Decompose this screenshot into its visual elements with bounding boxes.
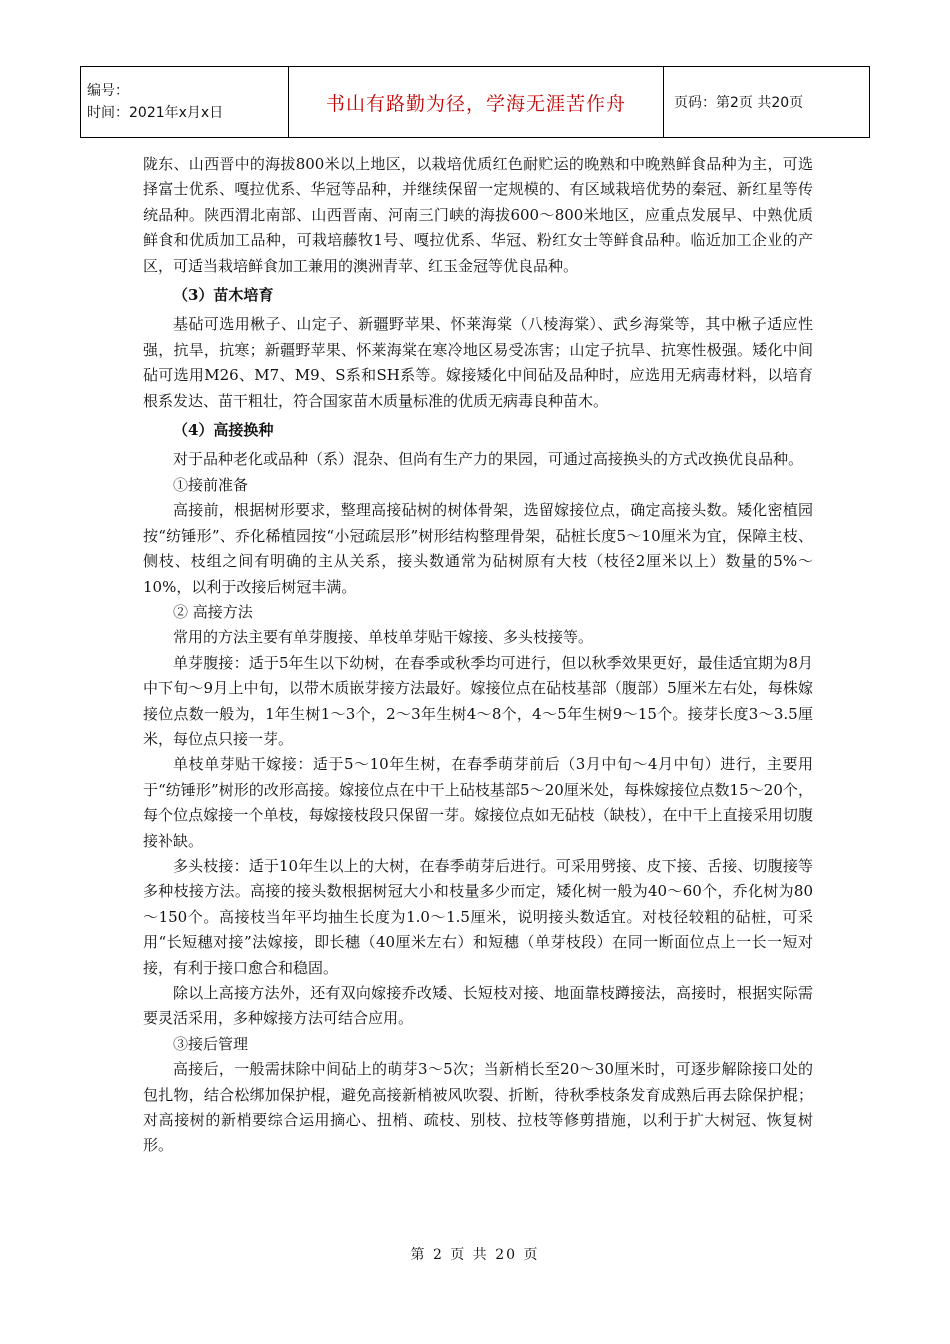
- body-paragraph: 基砧可选用楸子、山定子、新疆野苹果、怀莱海棠（八棱海棠）、武乡海棠等，其中楸子适应性强，抗旱，抗寒；新疆野苹果、怀莱海棠在寒冷地区易受冻害；山定子抗旱、抗寒性极强。矮化中间砧可选用M26、M7、M9、S系和SH系等。嫁接矮化中间砧及品种时，应选用无病毒材料，以培育根系发达、苗干粗壮，符合国家苗木质量标准的优质无病毒良种苗木。: [143, 315, 813, 410]
- header-motto: 书山有路勤为径，学海无涯苦作舟: [289, 67, 664, 138]
- body-paragraph: 陇东、山西晋中的海拔800米以上地区，以栽培优质红色耐贮运的晚熟和中晚熟鲜食品种为主，可选择富士优系、嘎拉优系、华冠等品种，并继续保留一定规模的、有区域栽培优势的秦冠、新红星等传统品种。陕西渭北南部、山西晋南、河南三门峡的海拔600～800米地区，应重点发展早、中熟优质鲜食和优质加工品种，可栽培藤牧1号、嘎拉优系、华冠、粉红女士等鲜食品种。临近加工企业的产区，可适当栽培鲜食加工兼用的澳洲青苹、红玉金冠等优良品种。: [143, 155, 813, 275]
- body-paragraph: ③接后管理: [173, 1034, 249, 1053]
- document-number-label: 编号：: [87, 83, 129, 99]
- page-footer: 第 2 页 共 20 页: [410, 1247, 540, 1263]
- body-paragraph: 对于品种老化或品种（系）混杂、但尚有生产力的果园，可通过高接换头的方式改换优良品种。: [173, 450, 804, 469]
- body-paragraph: ①接前准备: [173, 475, 249, 494]
- section-heading: （3）苗木培育: [173, 286, 274, 305]
- body-paragraph: ② 高接方法: [173, 602, 253, 621]
- header-meta: [81, 67, 289, 138]
- body-paragraph: 单枝单芽贴干嫁接：适于5～10年生树，在春季萌芽前后（3月中旬～4月中旬）进行，主要用于“纺锤形”树形的改形高接。嫁接位点在中干上砧枝基部5～20厘米处，每株嫁接位点数15～20个，每个位点嫁接一个单枝，每嫁接枝段只保留一芽。嫁接位点如无砧枝（缺枝），在中干上直接采用切腹接补缺。: [143, 755, 813, 850]
- document-header: [80, 66, 870, 138]
- section-heading: （4）高接换种: [173, 421, 274, 440]
- body-paragraph: 高接后，一般需抹除中间砧上的萌芽3～5次；当新梢长至20～30厘米时，可逐步解除接口处的包扎物，结合松绑加保护棍，避免高接新梢被风吹裂、折断，待秋季枝条发育成熟后再去除保护棍；对高接树的新梢要综合运用摘心、扭梢、疏枝、别枝、拉枝等修剪措施，以利于扩大树冠、恢复树形。: [143, 1060, 813, 1155]
- body-paragraph: 多头枝接：适于10年生以上的大树，在春季萌芽后进行。可采用劈接、皮下接、舌接、切腹接等多种枝接方法。高接的接头数根据树冠大小和枝量多少而定，矮化树一般为40～60个，乔化树为80～150个。高接枝当年平均抽生长度为1.0～1.5厘米，说明接头数适宜。对枝径较粗的砧桩，可采用“长短穗对接”法嫁接，即长穗（40厘米左右）和短穗（单芽枝段）在同一断面位点上一长一短对接，有利于接口愈合和稳固。: [143, 856, 813, 977]
- document-time-label: 时间：2021年x月x日: [87, 105, 224, 121]
- body-paragraph: 除以上高接方法外，还有双向嫁接乔改矮、长短枝对接、地面靠枝蹲接法，高接时，根据实际需要灵活采用，多种嫁接方法可结合应用。: [143, 984, 813, 1028]
- body-paragraph: 常用的方法主要有单芽腹接、单枝单芽贴干嫁接、多头枝接等。: [173, 628, 594, 647]
- header-page-label: 页码：第2页 共20页: [664, 67, 870, 138]
- body-paragraph: 单芽腹接：适于5年生以下幼树，在春季或秋季均可进行，但以秋季效果更好，最佳适宜期为8月中下旬～9月上中旬，以带木质嵌芽接方法最好。嫁接位点在砧枝基部（腹部）5厘米左右处，每株嫁接位点数一般为，1年生树1～3个，2～3年生树4～8个，4～5年生树9～15个。接芽长度3～3.5厘米，每位点只接一芽。: [143, 653, 813, 748]
- document-body: [143, 152, 813, 1159]
- body-paragraph: 高接前，根据树形要求，整理高接砧树的树体骨架，选留嫁接位点，确定高接头数。矮化密植园按“纺锤形”、乔化稀植园按“小冠疏层形”树形结构整理骨架，砧桩长度5～10厘米为宜，保障主枝、侧枝、枝组之间有明确的主从关系，接头数通常为砧树原有大枝（枝径2厘米以上）数量的5%～10%，以利于改接后树冠丰满。: [143, 501, 813, 596]
